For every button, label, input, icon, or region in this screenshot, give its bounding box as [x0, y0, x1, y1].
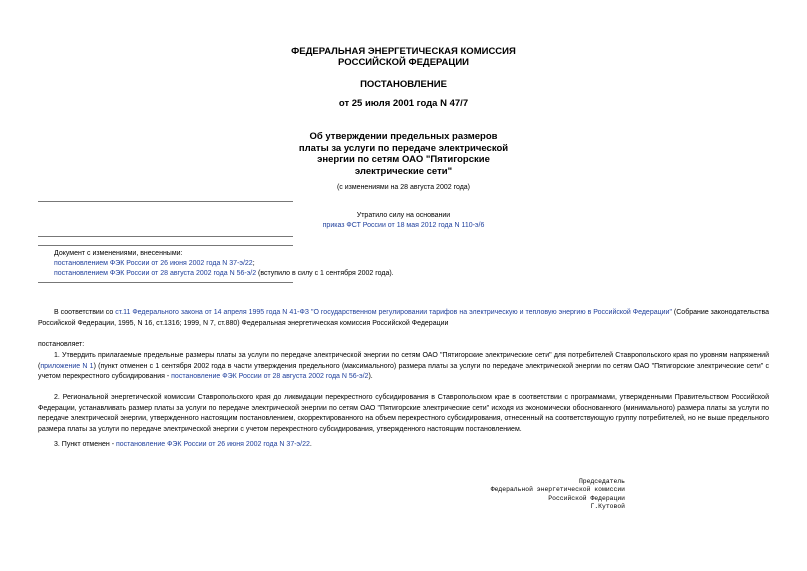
- item-1-text-2: ) (пункт отменен с 1 сентября 2002 года в части утверждения предельного (максимального) размера платы за услуги по передаче электрической энергии по сетям ОАО "Пятигорские электрические сети" с учетом перекрестного субсидирования -: [38, 362, 769, 380]
- document-date: от 25 июля 2001 года N 47/7: [338, 98, 469, 109]
- change-1-suffix: ;: [252, 260, 255, 267]
- issuer-line-1: ФЕДЕРАЛЬНАЯ ЭНЕРГЕТИЧЕСКАЯ КОМИССИЯ: [291, 46, 516, 57]
- item-3: [38, 440, 769, 451]
- title-line-4: электрические сети": [354, 165, 453, 177]
- void-notice-link[interactable]: приказ ФСТ России от 18 мая 2012 года N 110-э/6: [322, 222, 485, 229]
- item-1-text-1: 1. Утвердить прилагаемые предельные размеры платы за услуги по передаче электрической энергии по сетям ОАО "Пятигорские электрические сети" для потребителей Ставропольского края по уровням напряжений (: [38, 352, 769, 370]
- signature-block: [420, 478, 625, 511]
- preamble-law-link[interactable]: ст.11 Федерального закона от 14 апреля 1995 года N 41-ФЗ "О государственном регулировании тарифов на электрическую и тепловую энергию в Российской Федерации": [115, 309, 672, 316]
- preamble-text-1: В соответствии со: [54, 309, 116, 316]
- amendment-note: (с изменениями на 28 августа 2002 года): [336, 184, 471, 191]
- divider-mid-2: [38, 245, 293, 246]
- document-type: ПОСТАНОВЛЕНИЕ: [360, 79, 447, 90]
- title-line-1: Об утверждении предельных размеров: [309, 131, 498, 142]
- change-2-suffix: (вступило в силу с 1 сентября 2002 года).: [256, 270, 394, 277]
- changes-item-2: [54, 269, 654, 278]
- title-line-2: платы за услуги по передаче электрической: [298, 142, 509, 154]
- changes-item-1: [54, 259, 654, 268]
- signature-country: Российской Федерации: [548, 494, 625, 502]
- resolves-label: постановляет:: [38, 341, 85, 348]
- title-line-3: энергии по сетям ОАО "Пятигорские: [317, 154, 490, 165]
- changes-box: [54, 249, 654, 278]
- divider-top: [38, 201, 293, 202]
- signature-organization: Федеральной энергетической комиссии: [490, 486, 625, 494]
- divider-bottom: [38, 282, 293, 283]
- preamble: [38, 308, 769, 329]
- change-link-1[interactable]: постановлением ФЭК России от 26 июня 2002 года N 37-э/22: [54, 260, 253, 267]
- item-3-text-2: .: [309, 441, 312, 448]
- item-1-text-3: ).: [368, 373, 373, 380]
- signature-name: Г.Кутовой: [590, 502, 625, 510]
- item-1: [38, 351, 769, 383]
- item-1-resolution-link[interactable]: постановление ФЭК России от 28 августа 2002 года N 56-э/2: [171, 373, 369, 380]
- document-title: [0, 131, 807, 177]
- item-2: 2. Региональной энергетической комиссии Ставропольского края до ликвидации перекрестного субсидирования в Ставропольском крае в соответствии с программами, утвержденными Правительством Российской Федерации, устанавливать размер платы за услуги по передаче электрической энергии по сетям ОАО "Пятигорские электрические сети" исходя из экономически обоснованного (минимального) размера платы за услуги по передаче электрической энергии, утвержденного настоящим постановлением, скорректированного на объем перекрестного субсидирования, отнесенный на соответствующую группу потребителей, но не выше предельного размера платы за услуги по передаче электрической энергии с учетом перекрестного субсидирования, утвержденного настоящим постановлением.: [38, 394, 769, 433]
- changes-heading: Документ с изменениями, внесенными:: [54, 250, 183, 257]
- divider-mid-1: [38, 236, 293, 237]
- change-link-2[interactable]: постановлением ФЭК России от 28 августа 2002 года N 56-э/2: [54, 270, 257, 277]
- item-3-resolution-link[interactable]: постановление ФЭК России от 26 июня 2002 года N 37-э/22: [115, 441, 310, 448]
- issuer-heading: [0, 46, 807, 68]
- item-1-appendix-link[interactable]: приложение N 1: [40, 362, 94, 370]
- issuer-line-2: РОССИЙСКОЙ ФЕДЕРАЦИИ: [337, 57, 469, 68]
- item-3-text-1: 3. Пункт отменен -: [54, 441, 116, 448]
- preamble-text-2: (Собрание законодательства Российской Федерации, 1995, N 16, ст.1316; 1999, N 7, ст.880) Федеральная энергетическая комиссия Российской Федерации: [38, 309, 769, 327]
- signature-position: Председатель: [578, 478, 625, 485]
- void-notice-text: Утратило силу на основании: [356, 212, 451, 219]
